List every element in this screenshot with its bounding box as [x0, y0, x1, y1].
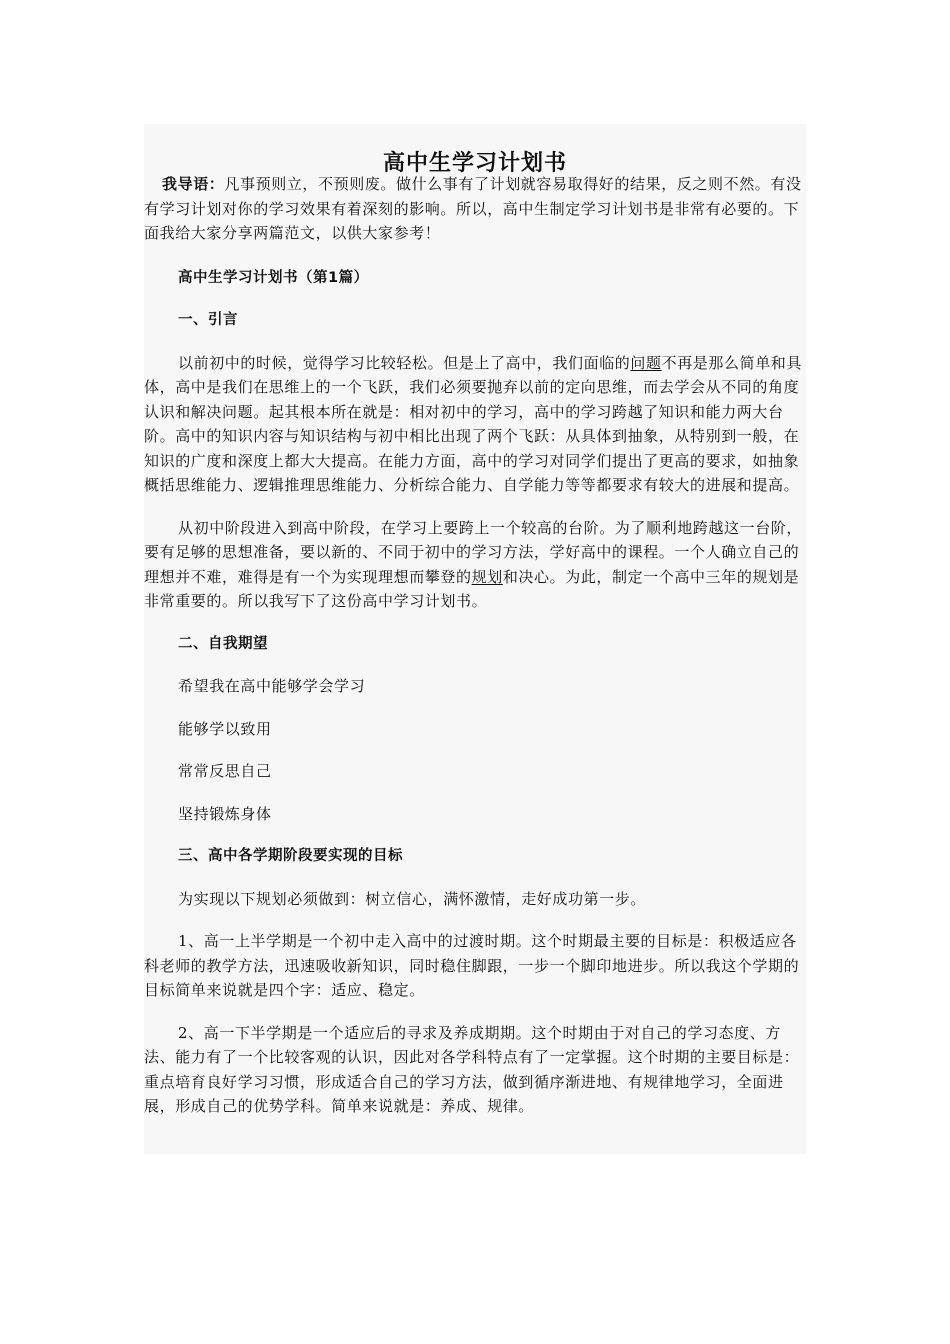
document-body — [144, 172, 806, 1119]
document-title: 高中生学习计划书 — [382, 150, 567, 176]
paragraph: 为实现以下规划必须做到：树立信心，满怀激情，走好成功第一步。 — [178, 889, 647, 908]
intro-lead: 我导语： — [162, 175, 225, 193]
intro-paragraph — [144, 172, 812, 246]
paragraph: 1、高一上半学期是一个初中走入高中的过渡时期。这个时期最主要的目标是：积极适应各科老师的教学方法，迅速吸收新知识，同时稳住脚跟，一步一个脚印地进步。所以我这个学期的目标简单来说就是四个字：适应、稳定。 — [144, 932, 800, 999]
list-item: 常常反思自己 — [178, 762, 272, 780]
list-item: 能够学以致用 — [178, 719, 272, 738]
paragraph: 2、高一下半学期是一个适应后的寻求及养成期期。这个时期由于对自己的学习态度、方法、能力有了一个比较客观的认识，因此对各学科特点有了一定掌握。这个时期的主要目标是：重点培育良好学习习惯，形成适合自己的学习方法，做到循序渐进地、有规律地学习，全面进展，形成自己的优势学科。简单来说就是：养成、规律。 — [144, 1023, 800, 1115]
paragraph: 以前初中的时候，觉得学习比较轻松。但是上了高中，我们面临的问题不再是那么简单和具体，高中是我们在思维上的一个飞跃，我们必须要抛弃以前的定向思维，而去学会从不同的角度认识和解决问题。起其根本所在就是：相对初中的学习，高中的学习跨越了知识和能力两大台阶。高中的知识内容与知识结构与初中相比出现了两个飞跃：从具体到抽象，从特别到一般，在知识的广度和深度上都大大提高。在能力方面，高中的学习对同学们提出了更高的要求，如抽象概括思维能力、逻辑推理思维能力、分析综合能力、自学能力等等都要求有较大的进展和提高。 — [144, 353, 803, 494]
link-problem[interactable]: 问题 — [630, 353, 662, 372]
intro-text: 凡事预则立，不预则废。做什么事有了计划就容易取得好的结果，反之则不然。有没有学习计划对你的学习效果有着深刻的影响。所以，高中生制定学习计划书是非常有必要的。下面我给大家分享两篇范文，以供大家参考！ — [144, 175, 802, 242]
section-heading-expectations: 二、自我期望 — [178, 635, 268, 652]
article-title: 高中生学习计划书（第1篇） — [178, 269, 369, 286]
section-heading-goals: 三、高中各学期阶段要实现的目标 — [178, 848, 403, 864]
list-item: 希望我在高中能够学会学习 — [178, 677, 366, 695]
paragraph: 从初中阶段进入到高中阶段，在学习上要跨上一个较高的台阶。为了顺利地跨越这一台阶，要有足够的思想准备，要以新的、不同于初中的学习方法，学好高中的课程。一个人确立自己的理想并不难，难得是有一个为实现理想而攀登的规划和决心。为此，制定一个高中三年的规划是非常重要的。所以我写下了这份高中学习计划书。 — [144, 518, 803, 610]
section-heading-introduction: 一、引言 — [178, 312, 238, 328]
list-item: 坚持锻炼身体 — [178, 804, 272, 823]
link-plan[interactable]: 规划 — [471, 567, 503, 586]
